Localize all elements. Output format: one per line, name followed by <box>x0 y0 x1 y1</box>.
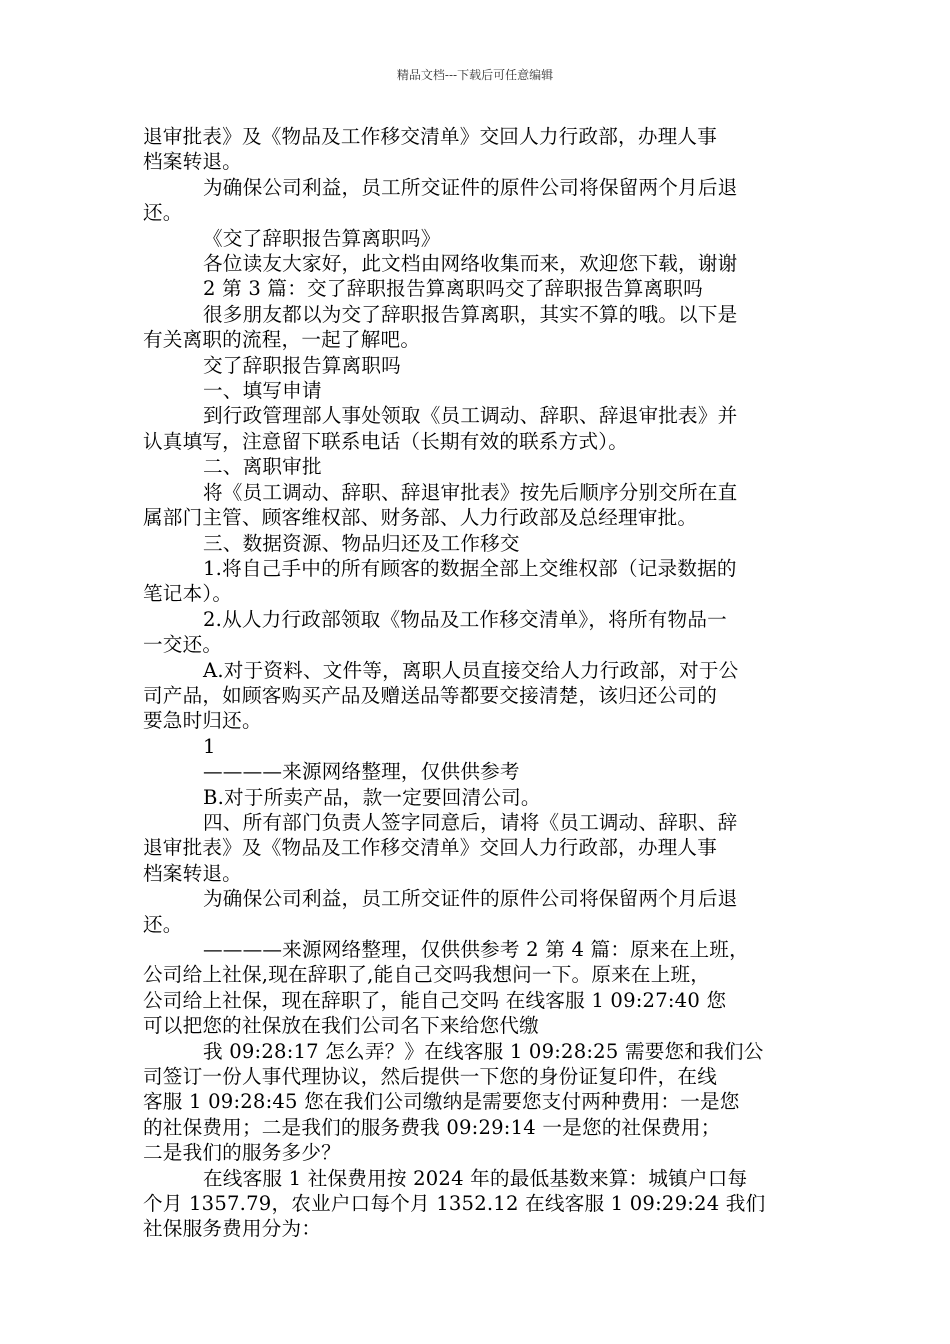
text-line: 在线客服 1 社保费用按 2024 年的最低基数来算：城镇户口每 <box>203 1166 748 1190</box>
text-line: 属部门主管、顾客维权部、财务部、人力行政部及总经理审批。 <box>143 506 698 530</box>
text-line: ————来源网络整理，仅供供参考 <box>203 760 520 784</box>
text-line: 各位读友大家好，此文档由网络收集而来，欢迎您下载，谢谢 <box>203 252 738 276</box>
text-line: 到行政管理部人事处领取《员工调动、辞职、辞退审批表》并 <box>203 404 738 428</box>
text-line: 一交还。 <box>143 633 223 657</box>
text-line: 我 09:28:17 怎么弄？》在线客服 1 09:28:25 需要您和我们公 <box>203 1039 764 1063</box>
text-line: A.对于资料、文件等，离职人员直接交给人力行政部，对于公 <box>203 658 739 682</box>
text-line: 1 <box>203 734 216 758</box>
text-line: 司签订一份人事代理协议，然后提供一下您的身份证复印件，在线 <box>143 1065 718 1089</box>
text-line: 公司给上社保,现在辞职了,能自己交吗我想问一下。原来在上班， <box>143 963 711 987</box>
text-line: 还。 <box>143 201 183 225</box>
text-line: 交了辞职报告算离职吗 <box>203 353 401 377</box>
text-line: B.对于所卖产品，款一定要回清公司。 <box>203 785 541 809</box>
text-line: 还。 <box>143 912 183 936</box>
text-line: 可以把您的社保放在我们公司名下来给您代缴 <box>143 1014 539 1038</box>
text-line: 档案转退。 <box>143 150 242 174</box>
text-line: 一、填写申请 <box>203 379 322 403</box>
text-line: 的社保费用；二是我们的服务费我 09:29:14 一是您的社保费用； <box>143 1115 721 1139</box>
text-line: 有关离职的流程，一起了解吧。 <box>143 328 421 352</box>
text-line: 社保服务费用分为： <box>143 1217 322 1241</box>
page-header: 精品文档---下载后可任意编辑 <box>396 68 554 82</box>
text-line: 个月 1357.79，农业户口每个月 1352.12 在线客服 1 09:29:24 我们 <box>143 1192 766 1216</box>
text-line: 档案转退。 <box>143 861 242 885</box>
text-line: 退审批表》及《物品及工作移交清单》交回人力行政部，办理人事 <box>143 125 718 148</box>
text-line: 公司给上社保，现在辞职了，能自己交吗 在线客服 1 09:27:40 您 <box>143 988 727 1012</box>
text-line: 很多朋友都以为交了辞职报告算离职，其实不算的哦。以下是 <box>203 302 738 326</box>
text-line: 为确保公司利益，员工所交证件的原件公司将保留两个月后退 <box>203 887 738 911</box>
document-body <box>143 124 807 1242</box>
text-line: 司产品，如顾客购买产品及赠送品等都要交接清楚，该归还公司的 <box>143 683 718 707</box>
text-line: 客服 1 09:28:45 您在我们公司缴纳是需要您支付两种费用：一是您 <box>143 1090 740 1114</box>
text-line: 三、数据资源、物品归还及工作移交 <box>203 531 520 555</box>
text-line: 2 第 3 篇：交了辞职报告算离职吗交了辞职报告算离职吗 <box>203 277 703 301</box>
text-line: 《交了辞职报告算离职吗》 <box>203 226 441 250</box>
text-line: 二、离职审批 <box>203 455 322 479</box>
text-line: 要急时归还。 <box>143 709 262 733</box>
text-line: 笔记本）。 <box>143 582 233 606</box>
text-line: 1.将自己手中的所有顾客的数据全部上交维权部（记录数据的 <box>203 556 737 580</box>
text-line: 2.从人力行政部领取《物品及工作移交清单》，将所有物品一 <box>203 607 727 631</box>
text-line: 四、所有部门负责人签字同意后，请将《员工调动、辞职、辞 <box>203 810 738 834</box>
text-line: 将《员工调动、辞职、辞退审批表》按先后顺序分别交所在直 <box>203 480 738 504</box>
text-line: ————来源网络整理，仅供供参考 2 第 4 篇：原来在上班， <box>203 938 749 961</box>
text-line: 认真填写，注意留下联系电话（长期有效的联系方式）。 <box>143 429 629 453</box>
text-line: 二是我们的服务多少？ <box>143 1141 341 1165</box>
text-line: 退审批表》及《物品及工作移交清单》交回人力行政部，办理人事 <box>143 836 718 860</box>
text-line: 为确保公司利益，员工所交证件的原件公司将保留两个月后退 <box>203 175 738 199</box>
